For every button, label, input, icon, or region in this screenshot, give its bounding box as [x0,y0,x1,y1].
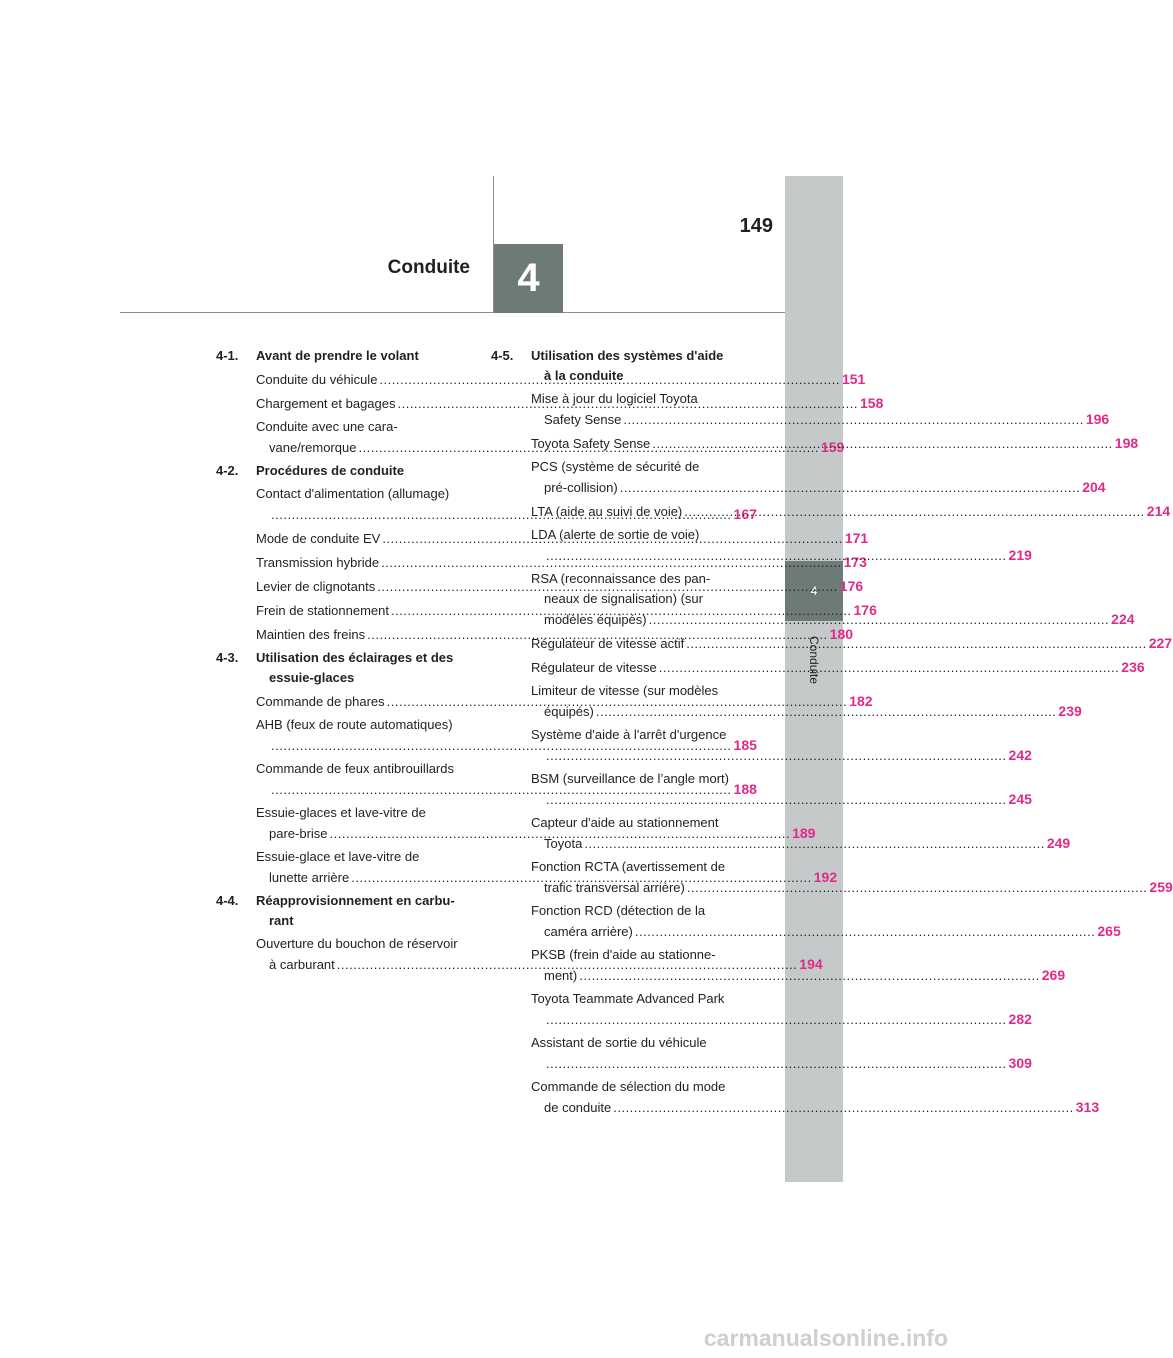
toc-entry-line [531,477,1106,498]
toc-entry-text: Régulateur de vitesse actif [531,636,685,651]
section-title-line: rant [269,913,294,928]
toc-entry-line: AHB (feux de route automatiques) [256,717,453,732]
leader-dots [623,412,1084,427]
toc-entry-line [531,1009,1032,1030]
toc-entry-line [531,657,1145,678]
toc-page-link[interactable]: 176 [839,578,864,594]
toc-entry-line: Système d'aide à l'arrêt d'urgence [531,727,727,742]
toc-entry-text: Conduite du véhicule [256,372,378,387]
toc-entry-line: PKSB (frein d'aide au stationne- [531,947,716,962]
toc-entry-line: Ouverture du bouchon de réservoir [256,936,458,951]
leader-dots [659,660,1120,675]
section-title-line: Utilisation des systèmes d'aide [531,348,724,363]
toc-page-link[interactable]: 167 [733,506,757,522]
toc-entry-line [256,735,757,756]
leader-dots [652,436,1113,451]
section-number: 4-5. [491,348,514,363]
toc-entry[interactable] [256,552,867,573]
toc-entry-text: à carburant [269,957,335,972]
leader-dots [546,748,1007,763]
toc-page-link[interactable]: 159 [820,439,845,455]
toc-entry[interactable] [531,1033,1032,1074]
leader-dots [596,704,1057,719]
toc-page-link[interactable]: 192 [813,869,838,885]
section-number: 4-3. [216,650,239,665]
toc-page-link[interactable]: 198 [1114,435,1139,451]
toc-page-link[interactable]: 189 [792,825,816,841]
toc-entry-text: vane/remorque [269,440,357,455]
toc-page-link[interactable]: 224 [1111,611,1135,627]
toc-entry-text: Frein de stationnement [256,603,389,618]
toc-entry-line [531,409,1110,430]
toc-entry-line: Assistant de sortie du véhicule [531,1035,707,1050]
leader-dots [687,880,1148,895]
toc-entry-line: Contact d'alimentation (allumage) [256,486,450,501]
toc-entry-text: Safety Sense [544,412,622,427]
section-title-line: Procédures de conduite [256,463,405,478]
toc-page-link[interactable]: 204 [1082,479,1106,495]
section-title-line: Avant de prendre le volant [256,348,419,363]
section-heading [216,346,466,366]
toc-entry-text: trafic transversal arrière) [544,880,685,895]
toc-page-link[interactable]: 180 [829,626,854,642]
toc-page-link[interactable]: 282 [1008,1011,1032,1027]
toc-page-link[interactable]: 173 [843,554,867,570]
toc-page-link[interactable]: 265 [1097,923,1121,939]
toc-entry-line [256,552,867,573]
toc-page-link[interactable]: 242 [1008,747,1032,763]
section-title [256,346,466,366]
toc-page-link[interactable]: 239 [1058,703,1082,719]
toc-entry-line: Limiteur de vitesse (sur modèles [531,683,719,698]
toc-page-link[interactable]: 219 [1008,547,1032,563]
leader-dots [649,612,1110,627]
toc-entry-line: Toyota Teammate Advanced Park [531,991,725,1006]
toc-page-link[interactable]: 151 [841,371,866,387]
toc-entry[interactable] [531,657,1145,678]
toc-entry-text: LTA (aide au suivi de voie) [531,504,683,519]
toc-entry-line: RSA (reconnaissance des pan- [531,571,711,586]
toc-page-link[interactable]: 196 [1085,411,1110,427]
toc-entry-line: Essuie-glaces et lave-vitre de [256,805,426,820]
toc-entry-text: caméra arrière) [544,924,633,939]
toc-entry-text: Levier de clignotants [256,579,376,594]
toc-entry-line [531,921,1121,942]
toc-entry[interactable] [531,989,1032,1030]
section-number: 4-1. [216,348,239,363]
leader-dots [579,968,1040,983]
leader-dots [686,636,1147,651]
toc-entry-line: Fonction RCTA (avertissement de [531,859,726,874]
watermark: carmanualsonline.info [703,1325,948,1351]
toc-page-link[interactable]: 236 [1121,659,1145,675]
toc-entry-line: Commande de feux antibrouillards [256,761,454,776]
section-title [531,346,739,386]
section-heading [216,648,466,688]
toc-entry-line: Essuie-glace et lave-vitre de [256,849,420,864]
section-title [256,461,466,481]
section-title [256,648,466,688]
section-title-line: à la conduite [544,368,624,383]
leader-dots [620,480,1081,495]
toc-page-link[interactable]: 313 [1075,1099,1100,1115]
chapter-side-tab[interactable]: 4 [785,561,843,621]
toc-entry-line: Mise à jour du logiciel Toyota [531,391,698,406]
chapter-title: Conduite [387,257,470,278]
toc-page-link[interactable]: 194 [799,956,823,972]
leader-dots [546,1056,1007,1071]
toc-entry-line [531,1097,1100,1118]
section-heading [216,461,466,481]
toc-page-link[interactable]: 185 [733,737,757,753]
toc-entry-line: LDA (alerte de sortie de voie) [531,527,700,542]
section-title-line: Utilisation des éclairages et des [256,650,454,665]
toc-entry-text: pré-collision) [544,480,618,495]
section-title-line: Réapprovisionnement en carbu- [256,893,455,908]
toc-entry-text: Maintien des freins [256,627,366,642]
toc-entry[interactable] [531,1077,1100,1118]
toc-entry-text: de conduite [544,1100,612,1115]
toc-entry-line: BSM (surveillance de l’angle mort) [531,771,729,786]
toc-entry-text: lunette arrière [269,870,350,885]
toc-page-link[interactable]: 171 [844,530,869,546]
leader-dots [684,504,1145,519]
leader-dots [546,548,1007,563]
toc-entry-text: Transmission hybride [256,555,380,570]
side-label-text: Conduite [807,635,821,685]
leader-dots [584,836,1045,851]
toc-page-link[interactable]: 214 [1146,503,1171,519]
toc-entry-line: PCS (système de sécurité de [531,459,700,474]
toc-entry-line: Capteur d'aide au stationnement [531,815,719,830]
section-heading [491,346,739,386]
section-heading [216,891,466,931]
toc-entry[interactable] [531,457,1106,498]
page-number: 149 [739,215,773,237]
toc-page-link[interactable]: 158 [860,395,884,411]
section-title-line: essuie-glaces [269,670,355,685]
section-number: 4-2. [216,463,239,478]
toc-entry-line [531,1053,1032,1074]
toc-page-link[interactable]: 245 [1008,791,1032,807]
toc-entry-text: pare-brise [269,826,328,841]
chapter-number-box: 4 [494,244,563,313]
toc-entry-text: ment) [544,968,578,983]
toc-page-link[interactable]: 269 [1041,967,1066,983]
toc-entry-line: neaux de signalisation) (sur [544,591,703,606]
toc-page-link[interactable]: 188 [733,781,757,797]
section-title [256,891,466,931]
toc-entry-text: équipés) [544,704,594,719]
toc-entry[interactable] [531,901,1121,942]
toc-entry-text: Régulateur de vitesse [531,660,657,675]
leader-dots [546,792,1007,807]
toc-entry-line [256,779,757,800]
leader-dots [613,1100,1074,1115]
toc-entry-text: Toyota [544,836,583,851]
toc-entry-line [531,965,1066,986]
leader-dots [635,924,1096,939]
toc-page-link[interactable]: 227 [1148,635,1173,651]
toc-page-link[interactable]: 309 [1008,1055,1032,1071]
toc-entry-line: Commande de sélection du mode [531,1079,726,1094]
header-horizontal-rule [120,312,785,313]
toc-entry-line: Conduite avec une cara- [256,419,398,434]
toc-page-link[interactable]: 259 [1149,879,1173,895]
toc-entry-text: Chargement et bagages [256,396,396,411]
toc-page-link[interactable]: 176 [853,602,877,618]
toc-page-link[interactable]: 249 [1046,835,1071,851]
leader-dots [546,1012,1007,1027]
toc-entry-text: modèles équipés) [544,612,647,627]
toc-entry-line: Fonction RCD (détection de la [531,903,706,918]
section-number: 4-4. [216,893,239,908]
toc-entry-text: Mode de conduite EV [256,531,381,546]
toc-entry-text: Commande de phares [256,694,385,709]
toc-entry-text: Toyota Safety Sense [531,436,651,451]
toc-page-link[interactable]: 182 [849,693,873,709]
